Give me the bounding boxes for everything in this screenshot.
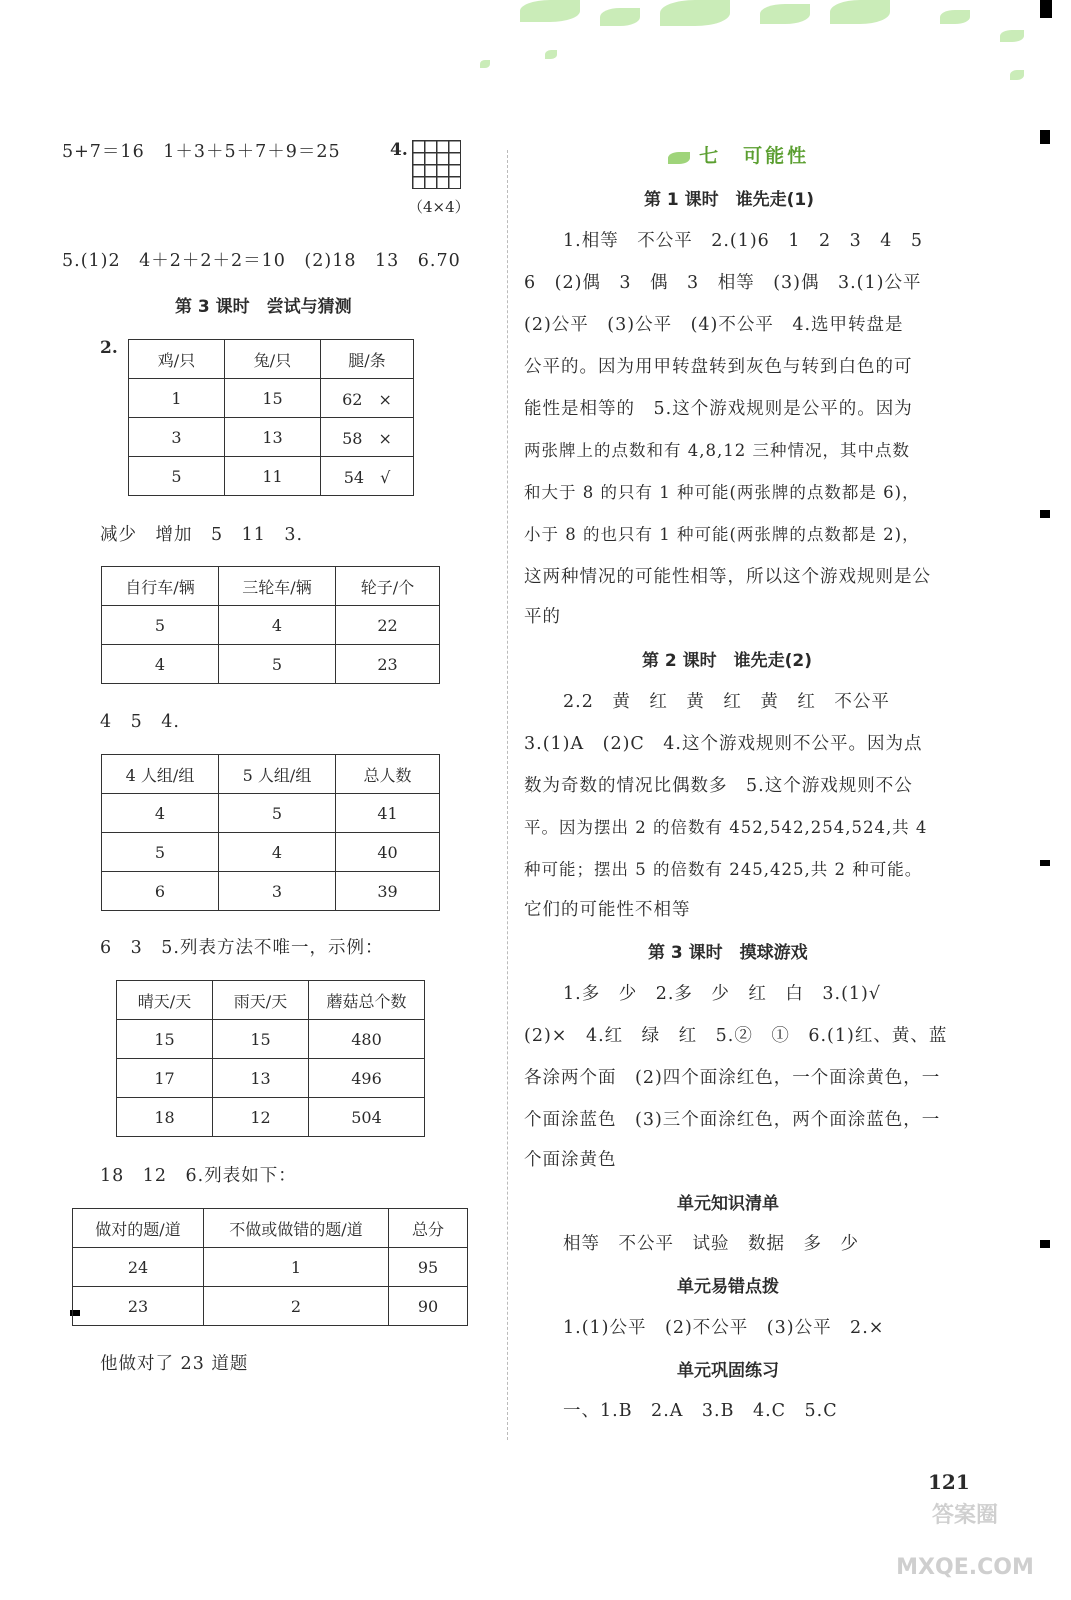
answer-line: 各涂两个面 (2)四个面涂红色，一个面涂黄色，一: [524, 1068, 941, 1088]
section-title: 单元知识清单: [677, 1194, 779, 1214]
table-cell: 95: [389, 1248, 468, 1287]
table-header: 5 人组/组: [219, 755, 336, 794]
section-title: 第 2 课时 谁先走(2): [642, 651, 813, 671]
table-cell: 4: [219, 833, 336, 872]
table-cell: 2: [204, 1287, 389, 1326]
corner-mark: [1040, 0, 1052, 18]
answer-line: 18 12 6.列表如下：: [100, 1166, 297, 1186]
answer-line: 6 (2)偶 3 偶 3 相等 (3)偶 3.(1)公平: [524, 273, 922, 293]
table-cell: 15: [117, 1020, 213, 1059]
answer-line: 能性是相等的 5.这个游戏规则是公平的。因为: [524, 399, 913, 419]
table-cell: 4: [219, 606, 336, 645]
table-cell: 62 ×: [321, 379, 414, 418]
crop-mark: [1040, 1240, 1050, 1248]
question-number: 4.: [390, 140, 408, 160]
table-score: [72, 1208, 468, 1326]
table-header: 兔/只: [225, 340, 321, 379]
table-cell: 39: [336, 872, 440, 911]
table-cell: 504: [309, 1098, 425, 1137]
table-cell: 1: [129, 379, 225, 418]
table-cell: 5: [102, 606, 219, 645]
answer-line: 个面涂蓝色 (3)三个面涂红色，两个面涂蓝色，一: [524, 1110, 941, 1130]
table-cell: 15: [225, 379, 321, 418]
answer-line: 它们的可能性不相等: [524, 900, 691, 920]
table-cell: 23: [336, 645, 440, 684]
table-cell: 18: [117, 1098, 213, 1137]
crop-mark: [1040, 510, 1050, 518]
crop-mark: [1040, 860, 1050, 866]
answer-line: 他做对了 23 道题: [100, 1354, 249, 1374]
table-cell: 13: [213, 1059, 309, 1098]
table-cell: 15: [213, 1020, 309, 1059]
table-header: 腿/条: [321, 340, 414, 379]
grid-caption: （4×4）: [408, 198, 470, 216]
table-cell: 5: [219, 645, 336, 684]
table-groups: [101, 754, 440, 911]
table-cell: 6: [102, 872, 219, 911]
answer-line: 相等 不公平 试验 数据 多 少: [563, 1234, 859, 1254]
table-header: 晴天/天: [117, 981, 213, 1020]
table-cell: 5: [129, 457, 225, 496]
answer-line: 减少 增加 5 11 3.: [100, 525, 304, 545]
table-cell: 3: [129, 418, 225, 457]
page-number: 121: [928, 1470, 970, 1494]
table-cell: 12: [213, 1098, 309, 1137]
answer-line: (2)公平 (3)公平 (4)不公平 4.选甲转盘是: [524, 315, 904, 335]
table-header: 三轮车/辆: [219, 567, 336, 606]
leaf-icon: [668, 152, 690, 164]
answer-line: 平。因为摆出 2 的倍数有 452,542,254,524,共 4: [524, 818, 928, 837]
answer-line: 和大于 8 的只有 1 种可能(两张牌的点数都是 6)，: [524, 483, 920, 502]
table-cell: 23: [73, 1287, 204, 1326]
table-cell: 1: [204, 1248, 389, 1287]
table-cell: 41: [336, 794, 440, 833]
chapter-title: 七 可能性: [699, 145, 810, 167]
answer-line: 6 3 5.列表方法不唯一，示例：: [100, 938, 384, 958]
table-cell: 496: [309, 1059, 425, 1098]
table-vehicles: [101, 566, 440, 684]
table-cell: 40: [336, 833, 440, 872]
answer-line: 5.(1)2 4＋2＋2＋2＝10 (2)18 13 6.70: [62, 251, 461, 271]
table-header: 轮子/个: [336, 567, 440, 606]
table-cell: 13: [225, 418, 321, 457]
answer-line: 数为奇数的情况比偶数多 5.这个游戏规则不公: [524, 776, 913, 796]
table-cell: 54 √: [321, 457, 414, 496]
answer-line: 平的: [524, 607, 561, 627]
table-header: 总分: [389, 1209, 468, 1248]
table-header: 不做或做错的题/道: [204, 1209, 389, 1248]
table-header: 4 人组/组: [102, 755, 219, 794]
table-header: 总人数: [336, 755, 440, 794]
table-cell: 5: [102, 833, 219, 872]
answer-line: 公平的。因为用甲转盘转到灰色与转到白色的可: [524, 357, 913, 377]
table-cell: 17: [117, 1059, 213, 1098]
answer-line: 1.相等 不公平 2.(1)6 1 2 3 4 5: [563, 231, 923, 251]
section-title: 单元巩固练习: [677, 1361, 779, 1381]
answer-line: 4 5 4.: [100, 712, 180, 732]
section-title: 第 3 课时 摸球游戏: [648, 943, 808, 963]
table-cell: 24: [73, 1248, 204, 1287]
table-header: 雨天/天: [213, 981, 309, 1020]
answer-line: 一、1.B 2.A 3.B 4.C 5.C: [563, 1401, 838, 1421]
section-title: 单元易错点拨: [677, 1277, 779, 1297]
table-cell: 22: [336, 606, 440, 645]
table-cell: 480: [309, 1020, 425, 1059]
answer-line: 种可能；摆出 5 的倍数有 245,425,共 2 种可能。: [524, 860, 923, 879]
answer-line: 3.(1)A (2)C 4.这个游戏规则不公平。因为点: [524, 734, 923, 754]
table-chicken-rabbit: [128, 339, 414, 496]
table-header: 蘑菇总个数: [309, 981, 425, 1020]
table-cell: 5: [219, 794, 336, 833]
answer-line: (2)× 4.红 绿 红 5.② ① 6.(1)红、黄、蓝: [524, 1026, 948, 1046]
table-cell: 90: [389, 1287, 468, 1326]
table-mushrooms: [116, 980, 425, 1137]
answer-line: 1.(1)公平 (2)不公平 (3)公平 2.×: [563, 1318, 885, 1338]
crop-mark: [1040, 130, 1050, 144]
table-header: 自行车/辆: [102, 567, 219, 606]
answer-line: 2.2 黄 红 黄 红 黄 红 不公平: [563, 692, 890, 712]
table-cell: 4: [102, 794, 219, 833]
table-cell: 11: [225, 457, 321, 496]
table-cell: 58 ×: [321, 418, 414, 457]
table-header: 做对的题/道: [73, 1209, 204, 1248]
table-cell: 3: [219, 872, 336, 911]
watermark-logo: 答案圈 MXQE.COM: [896, 1503, 1034, 1580]
chapter-heading: [668, 141, 809, 168]
column-divider: [507, 150, 508, 1440]
answer-line: 1.多 少 2.多 少 红 白 3.(1)√: [563, 984, 882, 1004]
grid-figure: [412, 140, 461, 189]
table-header: 鸡/只: [129, 340, 225, 379]
question-number: 2.: [100, 338, 118, 358]
answer-line: 小于 8 的也只有 1 种可能(两张牌的点数都是 2)，: [524, 525, 920, 544]
table-cell: 4: [102, 645, 219, 684]
answer-line: 两张牌上的点数和有 4,8,12 三种情况，其中点数: [524, 441, 910, 460]
section-title: 第 3 课时 尝试与猜测: [175, 297, 352, 317]
answer-line: 5+7＝16 1＋3＋5＋7＋9＝25: [62, 142, 341, 162]
answer-line: 个面涂黄色: [524, 1150, 617, 1170]
answer-line: 这两种情况的可能性相等，所以这个游戏规则是公: [524, 567, 931, 587]
section-title: 第 1 课时 谁先走(1): [644, 190, 815, 210]
